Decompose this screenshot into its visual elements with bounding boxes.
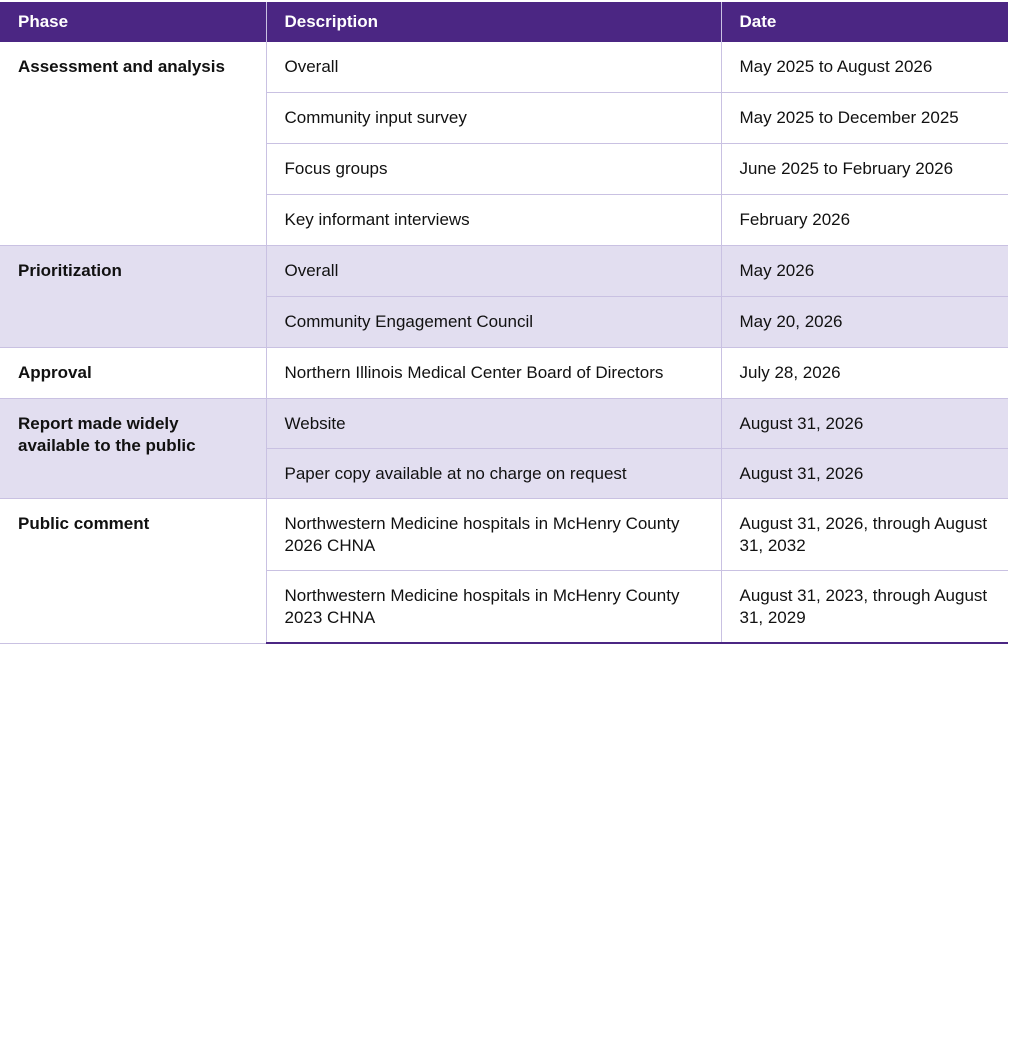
description-cell: Northwestern Medicine hospitals in McHenry County 2026 CHNA — [266, 499, 721, 571]
description-cell: Focus groups — [266, 144, 721, 195]
description-cell: Website — [266, 399, 721, 449]
header-phase: Phase — [0, 2, 266, 42]
date-cell: May 20, 2026 — [721, 297, 1008, 348]
phase-cell-prioritization: Prioritization — [0, 246, 266, 348]
description-cell: Paper copy available at no charge on request — [266, 449, 721, 499]
date-cell: February 2026 — [721, 195, 1008, 246]
timeline-table-container — [0, 2, 1008, 644]
table-body — [0, 42, 1008, 643]
phase-cell-approval: Approval — [0, 348, 266, 399]
description-cell: Key informant interviews — [266, 195, 721, 246]
date-cell: August 31, 2026 — [721, 399, 1008, 449]
table-row — [0, 399, 1008, 449]
header-description: Description — [266, 2, 721, 42]
description-cell: Northern Illinois Medical Center Board of Directors — [266, 348, 721, 399]
date-cell: July 28, 2026 — [721, 348, 1008, 399]
description-cell: Community input survey — [266, 93, 721, 144]
description-cell: Overall — [266, 246, 721, 297]
table-header — [0, 2, 1008, 42]
phase-cell-public-comment: Public comment — [0, 499, 266, 644]
date-cell: May 2025 to December 2025 — [721, 93, 1008, 144]
date-cell: May 2025 to August 2026 — [721, 42, 1008, 93]
description-cell: Northwestern Medicine hospitals in McHenry County 2023 CHNA — [266, 571, 721, 644]
phase-cell-report-available: Report made widely available to the public — [0, 399, 266, 499]
date-cell: August 31, 2026 — [721, 449, 1008, 499]
table-row — [0, 499, 1008, 571]
date-cell: May 2026 — [721, 246, 1008, 297]
table-row — [0, 42, 1008, 93]
description-cell: Community Engagement Council — [266, 297, 721, 348]
date-cell: June 2025 to February 2026 — [721, 144, 1008, 195]
table-row — [0, 348, 1008, 399]
date-cell: August 31, 2026, through August 31, 2032 — [721, 499, 1008, 571]
chna-timeline-table — [0, 2, 1008, 644]
header-date: Date — [721, 2, 1008, 42]
table-row — [0, 246, 1008, 297]
header-row — [0, 2, 1008, 42]
date-cell: August 31, 2023, through August 31, 2029 — [721, 571, 1008, 644]
description-cell: Overall — [266, 42, 721, 93]
phase-cell-assessment: Assessment and analysis — [0, 42, 266, 246]
